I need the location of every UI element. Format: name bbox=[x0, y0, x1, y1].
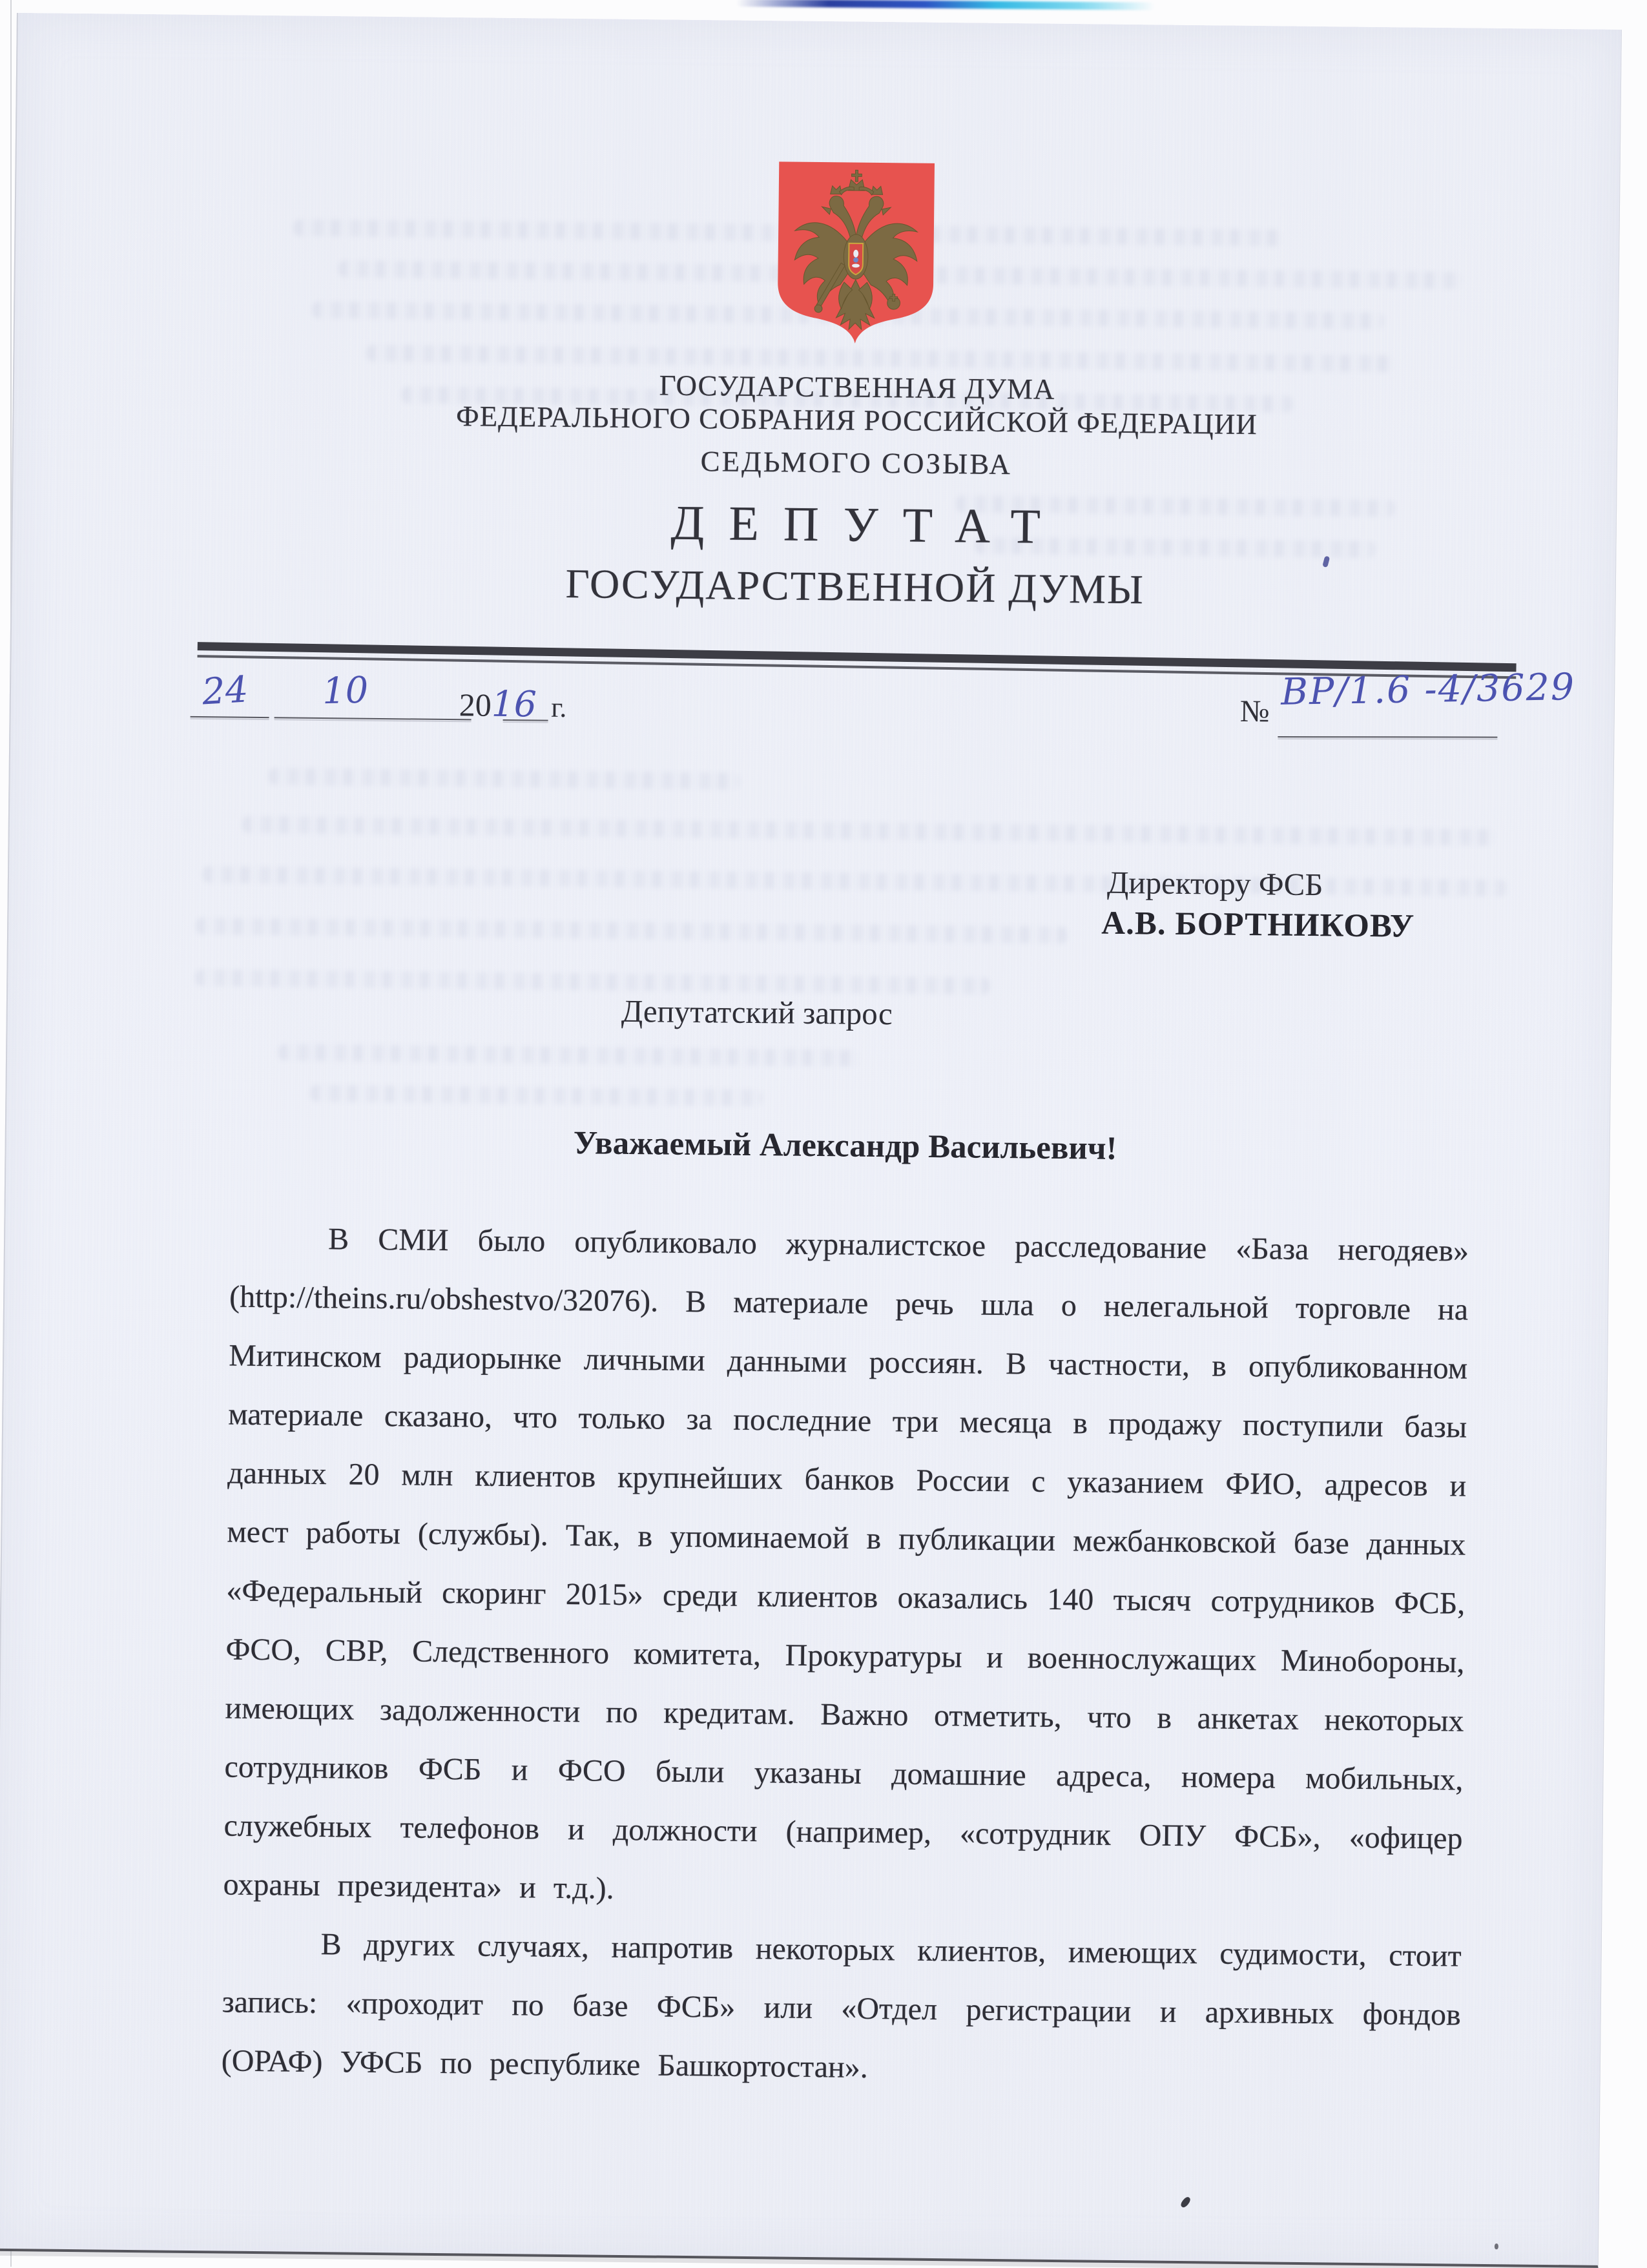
bleed-through-line bbox=[269, 768, 740, 790]
scanner-streak-artifact bbox=[736, 0, 1155, 10]
addressee-name: А.В. БОРТНИКОВУ bbox=[1101, 905, 1415, 945]
salutation: Уважаемый Александр Васильевич! bbox=[573, 1125, 1117, 1167]
handwritten-day: 24 bbox=[201, 668, 250, 714]
russia-coat-of-arms-emblem bbox=[772, 159, 940, 352]
number-sign: № bbox=[1239, 694, 1270, 729]
scanned-letter-page bbox=[0, 13, 1622, 2268]
month-underline bbox=[274, 717, 471, 720]
handwritten-outgoing-number: ВР/1.6 -4/3629 bbox=[1280, 665, 1576, 714]
year-label: г. bbox=[551, 691, 567, 723]
bleed-through-artifacts bbox=[18, 13, 1621, 30]
ink-speck bbox=[1179, 2196, 1192, 2209]
letter-body bbox=[221, 1209, 1469, 2103]
number-underline bbox=[1278, 736, 1497, 738]
handwritten-month: 10 bbox=[322, 669, 369, 713]
addressee-position: Директору ФСБ bbox=[1106, 864, 1323, 903]
bleed-through-line bbox=[310, 1085, 762, 1106]
handwritten-year-suffix: 16 bbox=[491, 683, 537, 725]
org-name-line3: СЕДЬМОГО СОЗЫВА bbox=[700, 445, 1013, 481]
ink-speck bbox=[1495, 2243, 1498, 2249]
day-underline bbox=[191, 716, 269, 718]
document-type-label: Депутатский запрос bbox=[621, 993, 893, 1032]
bleed-through-line bbox=[196, 918, 1068, 943]
org-name-line2: ФЕДЕРАЛЬНОГО СОБРАНИЯ РОССИЙСКОЙ ФЕДЕРАЦИИ bbox=[455, 400, 1258, 441]
body-paragraph-2: В других случаях, напротив некоторых клиентов, имеющих судимости, стоит запись: «проходит по базе ФСБ» или «Отдел регистрации и архивных фондов (ОРАФ) УФСБ по республике Башкортостан». bbox=[221, 1927, 1462, 2085]
bleed-through-line bbox=[195, 969, 989, 995]
org-name-line1: ГОСУДАРСТВЕННАЯ ДУМА bbox=[659, 369, 1055, 406]
deputy-title-line2: ГОСУДАРСТВЕННОЙ ДУМЫ bbox=[565, 560, 1145, 613]
deputy-title-line1: ДЕПУТАТ bbox=[670, 495, 1066, 555]
year-prefix-printed: 20 bbox=[459, 686, 492, 723]
body-paragraph-1: В СМИ было опубликовало журналистское расследование «База негодяев» (http://theins.ru/obshestvo/32076). В материале речь шла о нелегальной торговле на Митинском радиорынке личными данными россиян. В частности, в опубликованном материале сказано, что только за последние три месяца в продажу поступили базы данных 20 млн клиентов крупнейших банков России с указанием ФИО, адресов и мест работы (службы). Так, в упоминаемой в публикации межбанковской базе данных «Федеральный скоринг 2015» среди клиентов оказались 140 тысяч сотрудников ФСБ, ФСО, СВР, Следственного комитета, Прокуратуры и военнослужащих Минобороны, имеющих задолженности по кредитам. Важно отметить, что в анкетах некоторых сотрудников ФСБ и ФСО были указаны домашние адреса, номера мобильных, служебных телефонов и должности (например, «сотрудник ОПУ ФСБ», «офицер охраны президента» и т.д.). bbox=[223, 1222, 1469, 1906]
bleed-through-line bbox=[242, 816, 1495, 846]
bleed-through-line bbox=[278, 1044, 860, 1066]
